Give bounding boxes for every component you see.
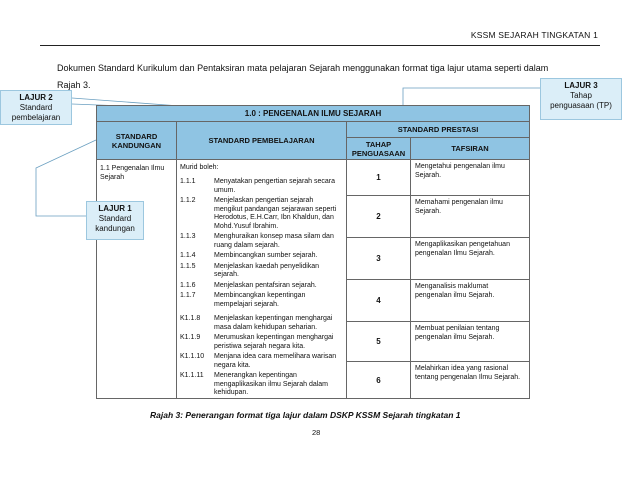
prestasi-row bbox=[347, 322, 529, 362]
table-title: 1.0 : PENGENALAN ILMU SEJARAH bbox=[97, 106, 529, 122]
header-standard-pembelajaran: STANDARD PEMBELAJARAN bbox=[177, 122, 347, 160]
std-row bbox=[180, 315, 343, 332]
tp-tafsiran: Membuat penilaian tentang pengenalan ilmu Sejarah. bbox=[415, 325, 500, 341]
std-text: Membincangkan sumber sejarah. bbox=[214, 252, 318, 259]
std-num: K1.1.11 bbox=[180, 372, 204, 379]
prestasi-row bbox=[347, 238, 529, 280]
tp-tafsiran: Melahirkan idea yang rasional tentang pengenalan Ilmu Sejarah. bbox=[415, 365, 521, 381]
callout-lajur-3-line2: penguasaan (TP) bbox=[550, 101, 612, 110]
figure-caption: Rajah 3: Penerangan format tiga lajur dalam DSKP KSSM Sejarah tingkatan 1 bbox=[150, 410, 461, 420]
std-text: Merumuskan kepentingan menghargai peristiwa sejarah negara kita. bbox=[214, 334, 334, 350]
tp-level: 6 bbox=[347, 362, 411, 398]
callout-lajur-3-title: LAJUR 3 bbox=[564, 81, 598, 90]
std-row bbox=[180, 252, 343, 261]
callout-lajur-1 bbox=[86, 201, 144, 240]
tp-tafsiran: Memahami pengenalan ilmu Sejarah. bbox=[415, 199, 503, 215]
murid-boleh-label: Murid boleh: bbox=[180, 164, 219, 171]
page-number: 28 bbox=[312, 428, 321, 437]
std-row bbox=[180, 353, 343, 370]
callout-lajur-3 bbox=[540, 78, 622, 120]
tp-level: 2 bbox=[347, 196, 411, 237]
tp-level: 1 bbox=[347, 160, 411, 195]
std-num: 1.1.3 bbox=[180, 233, 196, 240]
callout-lajur-1-line1: Standard bbox=[98, 214, 132, 223]
prestasi-row bbox=[347, 196, 529, 238]
callout-lajur-2 bbox=[0, 90, 72, 125]
std-num: K1.1.10 bbox=[180, 353, 205, 360]
std-num: 1.1.1 bbox=[180, 178, 196, 185]
std-num: K1.1.9 bbox=[180, 334, 201, 341]
std-num: 1.1.2 bbox=[180, 197, 196, 204]
tp-tafsiran: Menganalisis maklumat pengenalan ilmu Sejarah. bbox=[415, 283, 495, 299]
standard-table bbox=[96, 105, 530, 399]
std-text: Menjelaskan pengertian sejarah mengikut pandangan sejarawan seperti Herodotus, E.H.Carr, Ibn Khaldun, dan Mohd.Yusuf Ibrahim. bbox=[214, 197, 337, 230]
document-header-title: KSSM SEJARAH TINGKATAN 1 bbox=[470, 30, 598, 40]
header-divider bbox=[40, 45, 600, 46]
std-row bbox=[180, 334, 343, 351]
header-standard-prestasi: STANDARD PRESTASI bbox=[347, 122, 529, 138]
callout-lajur-1-title: LAJUR 1 bbox=[98, 204, 132, 213]
callout-lajur-2-line2: pembelajaran bbox=[11, 113, 61, 122]
std-num: 1.1.5 bbox=[180, 262, 196, 270]
tp-tafsiran: Mengetahui pengenalan ilmu Sejarah. bbox=[415, 163, 505, 179]
std-text: Menjana idea cara memelihara warisan negara kita. bbox=[214, 353, 337, 369]
intro-paragraph: Dokumen Standard Kurikulum dan Pentaksiran mata pelajaran Sejarah menggunakan format tiga lajur utama seperti dalam Rajah 3. bbox=[57, 63, 549, 90]
header-standard-kandungan: STANDARD KANDUNGAN bbox=[97, 122, 177, 160]
prestasi-row bbox=[347, 280, 529, 322]
std-num: 1.1.4 bbox=[180, 252, 196, 259]
tp-tafsiran: Mengaplikasikan pengetahuan pengenalan Ilmu Sejarah. bbox=[415, 241, 510, 257]
header-tafsiran: TAFSIRAN bbox=[411, 138, 529, 160]
std-text: Membincangkan kepentingan mempelajari sejarah. bbox=[214, 292, 306, 308]
prestasi-row bbox=[347, 362, 529, 398]
std-text: Menjelaskan kaedah penyelidikan sejarah. bbox=[214, 262, 320, 278]
tp-level: 5 bbox=[347, 322, 411, 361]
std-text: Menjelaskan pentafsiran sejarah. bbox=[214, 281, 317, 289]
std-row bbox=[180, 197, 343, 231]
kandungan-cell: 1.1 Pengenalan Ilmu Sejarah bbox=[97, 160, 177, 398]
std-num: 1.1.7 bbox=[180, 292, 196, 299]
std-row bbox=[180, 372, 343, 398]
std-row bbox=[180, 233, 343, 250]
std-row bbox=[180, 292, 343, 309]
std-row bbox=[180, 282, 343, 291]
callout-lajur-3-line1: Tahap bbox=[570, 91, 592, 100]
callout-lajur-2-line1: Standard bbox=[19, 103, 53, 112]
std-text: Menerangkan kepentingan mengaplikasikan ilmu Sejarah dalam kehidupan. bbox=[214, 372, 329, 396]
std-row bbox=[180, 263, 343, 280]
tp-level: 3 bbox=[347, 238, 411, 279]
prestasi-row bbox=[347, 160, 529, 196]
std-text: Menjelaskan kepentingan menghargai masa dalam kehidupan seharian. bbox=[214, 315, 333, 331]
tp-level: 4 bbox=[347, 280, 411, 321]
callout-lajur-1-line2: kandungan bbox=[95, 224, 135, 233]
std-num: K1.1.8 bbox=[180, 315, 201, 322]
header-tahap-penguasaan: TAHAP PENGUASAAN bbox=[347, 138, 411, 160]
std-text: Menghuraikan konsep masa silam dan ruang dalam sejarah. bbox=[214, 233, 334, 249]
std-row bbox=[180, 178, 343, 195]
std-text: Menyatakan pengertian sejarah secara umum. bbox=[214, 178, 336, 194]
std-num: 1.1.6 bbox=[180, 281, 196, 289]
callout-lajur-2-title: LAJUR 2 bbox=[19, 93, 53, 102]
pembelajaran-cell bbox=[177, 160, 347, 398]
